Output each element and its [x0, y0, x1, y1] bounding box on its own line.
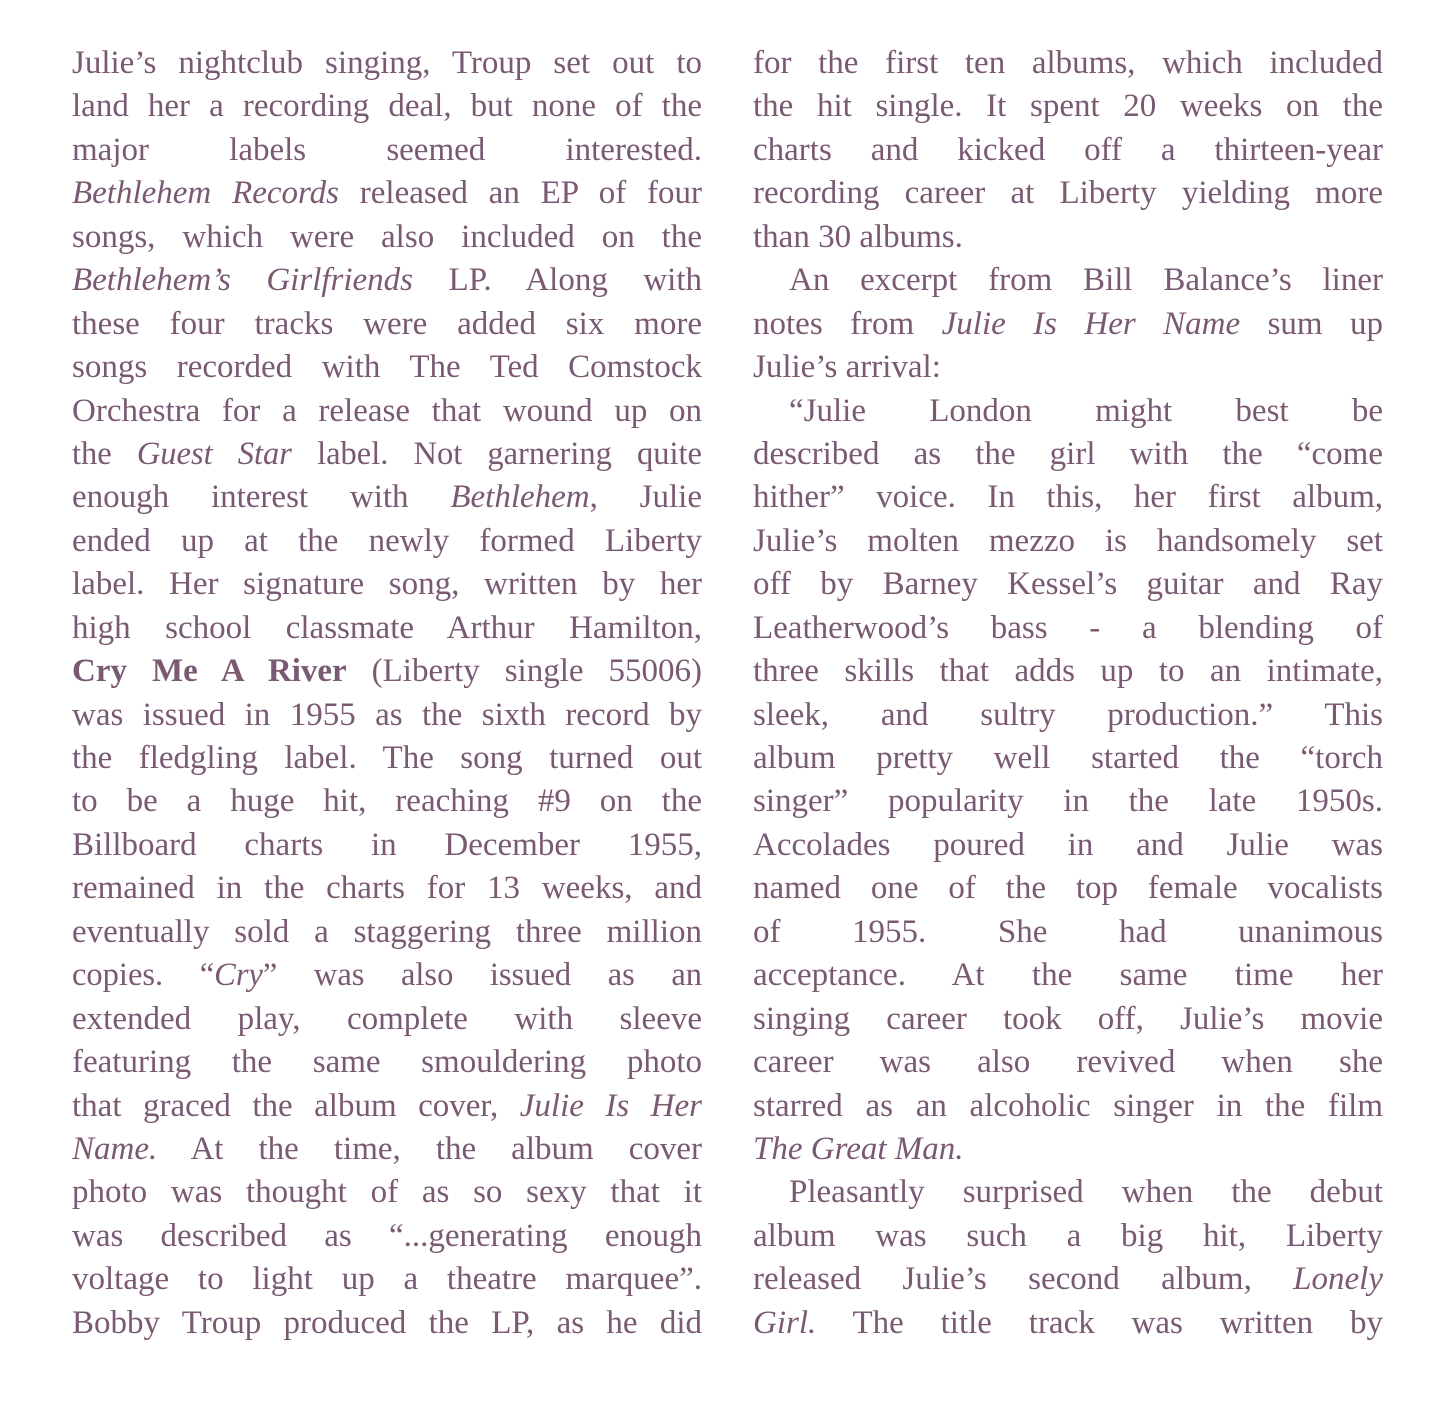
- text-line: [753, 85, 1383, 128]
- text-segment: Orchestra for a release that wound up on: [72, 392, 702, 429]
- text-line: [72, 85, 702, 128]
- text-line: [753, 911, 1383, 954]
- text-line: [753, 216, 1383, 259]
- text-line: [72, 172, 702, 215]
- text-segment: An excerpt from Bill Balance’s liner: [789, 262, 1383, 299]
- text-segment: Julie’s nightclub singing, Troup set out to: [72, 45, 702, 81]
- text-segment: ended up at the newly formed Liberty: [72, 522, 702, 559]
- text-line: [72, 1215, 702, 1258]
- text-line: [753, 172, 1383, 215]
- text-segment: copies. “: [72, 957, 215, 994]
- text-segment: songs recorded with The Ted Comstock: [72, 349, 702, 386]
- text-line: [753, 1041, 1383, 1084]
- text-line: [753, 42, 1383, 85]
- italic-title: Guest Star: [136, 435, 292, 472]
- text-line: [72, 911, 702, 954]
- text-segment: album pretty well started the “torch: [753, 740, 1383, 776]
- text-segment: eventually sold a staggering three million: [72, 913, 702, 950]
- text-segment: extended play, complete with sleeve: [72, 1000, 702, 1037]
- text-line: [72, 1302, 702, 1345]
- text-line: [753, 737, 1383, 780]
- text-segment: hither” voice. In this, her first album,: [753, 479, 1383, 516]
- text-line: [72, 520, 702, 563]
- text-line: [72, 216, 702, 259]
- text-line: [753, 1171, 1383, 1214]
- italic-title: Bethlehem: [450, 479, 590, 516]
- italic-title: Lonely: [1293, 1261, 1383, 1298]
- text-line: [72, 476, 702, 519]
- italic-title: Bethlehem’s Girlfriends: [72, 262, 414, 299]
- text-segment: described as the girl with the “come: [753, 435, 1383, 472]
- text-segment: major labels seemed interested.: [72, 131, 702, 168]
- italic-title: The Great Man.: [753, 1130, 964, 1167]
- text-segment: was issued in 1955 as the sixth record by: [72, 696, 702, 733]
- text-line: [72, 1041, 702, 1084]
- text-segment: The title track was written by: [816, 1304, 1383, 1341]
- text-column-left: [72, 42, 702, 1345]
- text-segment: Bobby Troup produced the LP, as he did: [72, 1304, 702, 1341]
- text-segment: the fledgling label. The song turned out: [72, 740, 702, 776]
- text-segment: Julie’s molten mezzo is handsomely set: [753, 522, 1383, 559]
- text-line: [72, 433, 702, 476]
- text-segment: label. Not garnering quite: [291, 435, 702, 472]
- text-line: [72, 998, 702, 1041]
- text-line: [753, 867, 1383, 910]
- text-line: [753, 390, 1383, 433]
- text-segment: the hit single. It spent 20 weeks on the: [753, 88, 1383, 125]
- text-line: [753, 824, 1383, 867]
- text-line: [72, 650, 702, 693]
- text-segment: ” was also issued as an: [262, 957, 702, 994]
- text-line: [72, 737, 702, 780]
- text-segment: career was also revived when she: [753, 1044, 1383, 1081]
- text-line: [753, 563, 1383, 606]
- text-segment: songs, which were also included on the: [72, 218, 702, 255]
- text-segment: enough interest with: [72, 479, 451, 516]
- text-line: [72, 1085, 702, 1128]
- text-line: [753, 520, 1383, 563]
- text-segment: remained in the charts for 13 weeks, and: [72, 870, 702, 907]
- text-segment: Billboard charts in December 1955,: [72, 826, 702, 863]
- italic-title: Cry: [214, 957, 263, 994]
- text-line: [753, 1085, 1383, 1128]
- text-line: [72, 42, 702, 85]
- text-segment: (Liberty single 55006): [346, 653, 702, 690]
- text-segment: featuring the same smouldering photo: [72, 1044, 702, 1081]
- text-segment: “Julie London might best be: [789, 392, 1383, 429]
- text-segment: acceptance. At the same time her: [753, 957, 1383, 994]
- text-line: [753, 780, 1383, 823]
- text-line: [72, 1128, 702, 1171]
- text-line: [753, 303, 1383, 346]
- text-line: [72, 563, 702, 606]
- text-line: [753, 1258, 1383, 1301]
- text-line: [753, 129, 1383, 172]
- text-line: [72, 1171, 702, 1214]
- text-line: [72, 954, 702, 997]
- text-segment: was described as “...generating enough: [72, 1217, 702, 1254]
- text-line: [72, 1258, 702, 1301]
- text-segment: notes from: [753, 305, 942, 342]
- text-segment: sleek, and sultry production.” This: [753, 696, 1383, 733]
- text-segment: named one of the top female vocalists: [753, 870, 1383, 907]
- text-line: [753, 1302, 1383, 1345]
- text-segment: land her a recording deal, but none of the: [72, 88, 702, 125]
- text-segment: Accolades poured in and Julie was: [753, 826, 1383, 863]
- text-line: [753, 694, 1383, 737]
- text-segment: , Julie: [589, 479, 702, 516]
- text-line: [72, 867, 702, 910]
- text-segment: album was such a big hit, Liberty: [753, 1217, 1383, 1254]
- text-segment: high school classmate Arthur Hamilton,: [72, 609, 702, 646]
- text-segment: LP. Along with: [413, 262, 702, 299]
- text-line: [753, 607, 1383, 650]
- text-segment: to be a huge hit, reaching #9 on the: [72, 783, 702, 820]
- text-line: [72, 824, 702, 867]
- text-line: [72, 694, 702, 737]
- text-segment: photo was thought of as so sexy that it: [72, 1174, 702, 1211]
- italic-title: Julie Is Her: [519, 1087, 702, 1124]
- text-line: [753, 1128, 1383, 1171]
- text-segment: Leatherwood’s bass - a blending of: [753, 609, 1383, 646]
- text-segment: released an EP of four: [338, 175, 702, 212]
- text-segment: of 1955. She had unanimous: [753, 913, 1383, 950]
- text-segment: recording career at Liberty yielding more: [753, 175, 1383, 212]
- text-line: [72, 303, 702, 346]
- text-segment: these four tracks were added six more: [72, 305, 702, 342]
- text-column-right: [753, 42, 1383, 1345]
- italic-title: Bethlehem Records: [72, 175, 339, 212]
- text-segment: singing career took off, Julie’s movie: [753, 1000, 1383, 1037]
- text-segment: Pleasantly surprised when the debut: [789, 1174, 1383, 1211]
- text-line: [753, 259, 1383, 302]
- text-segment: that graced the album cover,: [72, 1087, 520, 1124]
- text-line: [753, 650, 1383, 693]
- text-line: [72, 346, 702, 389]
- text-line: [72, 259, 702, 302]
- text-segment: label. Her signature song, written by her: [72, 566, 702, 603]
- text-segment: three skills that adds up to an intimate,: [753, 653, 1383, 690]
- text-segment: than 30 albums.: [753, 218, 963, 255]
- text-segment: off by Barney Kessel’s guitar and Ray: [753, 566, 1383, 603]
- italic-title: Name.: [72, 1130, 158, 1167]
- text-line: [72, 780, 702, 823]
- text-segment: At the time, the album cover: [157, 1130, 702, 1167]
- italic-title: Julie Is Her Name: [941, 305, 1241, 342]
- text-segment: sum up: [1240, 305, 1383, 342]
- text-line: [753, 998, 1383, 1041]
- text-line: [753, 1215, 1383, 1258]
- text-line: [72, 390, 702, 433]
- bold-song-title: Cry Me A River: [72, 653, 347, 690]
- text-line: [72, 607, 702, 650]
- text-line: [72, 129, 702, 172]
- text-line: [753, 346, 1383, 389]
- text-segment: charts and kicked off a thirteen-year: [753, 131, 1383, 168]
- text-segment: released Julie’s second album,: [753, 1261, 1294, 1298]
- text-segment: the: [72, 435, 137, 472]
- text-segment: Julie’s arrival:: [753, 349, 941, 386]
- text-segment: for the first ten albums, which included: [753, 45, 1383, 81]
- italic-title: Girl.: [753, 1304, 817, 1341]
- text-line: [753, 954, 1383, 997]
- text-segment: voltage to light up a theatre marquee”.: [72, 1261, 702, 1298]
- text-segment: singer” popularity in the late 1950s.: [753, 783, 1383, 820]
- text-segment: starred as an alcoholic singer in the film: [753, 1087, 1383, 1124]
- text-line: [753, 433, 1383, 476]
- text-line: [753, 476, 1383, 519]
